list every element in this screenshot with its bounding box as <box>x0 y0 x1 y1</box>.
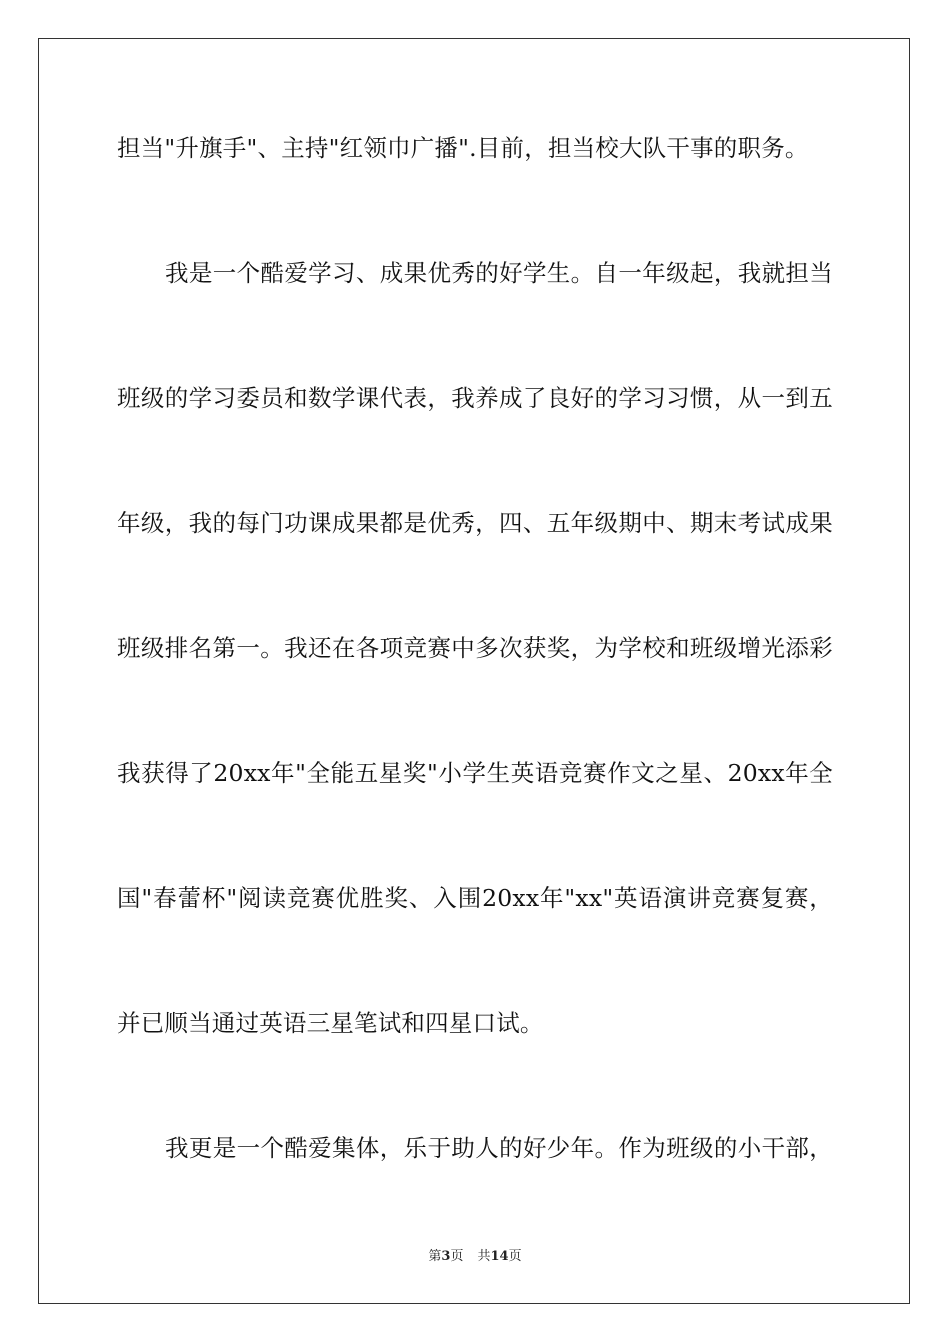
footer-total-prefix: 共 <box>477 1249 491 1264</box>
footer-total-suffix: 页 <box>508 1249 522 1264</box>
page-footer <box>0 1248 950 1266</box>
page-border <box>38 38 910 1304</box>
text-line-8: 并已顺当通过英语三星笔试和四星口试。 <box>117 1009 544 1037</box>
text-line-9: 我更是一个酷爱集体，乐于助人的好少年。作为班级的小干部， <box>165 1134 833 1162</box>
footer-page-suffix: 页 <box>450 1249 464 1264</box>
text-line-1: 担当"升旗手"、主持"红领巾广播".目前，担当校大队干事的职务。 <box>117 134 809 162</box>
text-line-6: 我获得了20xx年"全能五星奖"小学生英语竞赛作文之星、20xx年全 <box>117 759 833 787</box>
text-line-2: 我是一个酷爱学习、成果优秀的好学生。自一年级起，我就担当 <box>165 259 833 287</box>
text-line-7: 国"春蕾杯"阅读竞赛优胜奖、入围20xx年"xx"英语演讲竞赛复赛， <box>117 884 833 912</box>
footer-total-pages: 14 <box>490 1249 509 1264</box>
footer-page-number: 3 <box>441 1249 451 1264</box>
footer-page-prefix: 第 <box>428 1249 442 1264</box>
text-line-5: 班级排名第一。我还在各项竞赛中多次获奖，为学校和班级增光添彩 <box>117 634 833 662</box>
text-line-3: 班级的学习委员和数学课代表，我养成了良好的学习习惯，从一到五 <box>117 384 833 412</box>
text-line-4: 年级，我的每门功课成果都是优秀，四、五年级期中、期末考试成果 <box>117 509 833 537</box>
